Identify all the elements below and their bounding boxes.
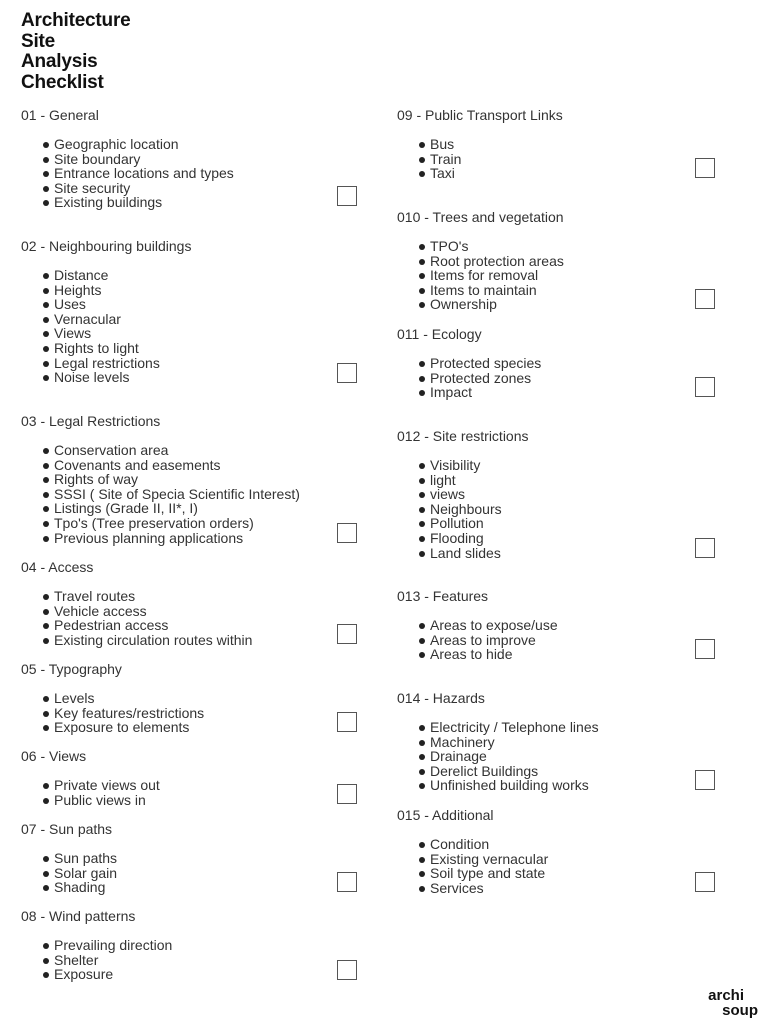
list-item: views <box>419 487 529 502</box>
title-line: Site <box>21 30 56 52</box>
list-item: Shelter <box>43 953 172 968</box>
section-item-list <box>397 239 564 312</box>
section-checkbox[interactable] <box>695 538 715 558</box>
section-heading: 010 - Trees and vegetation <box>397 209 564 225</box>
section-heading: 014 - Hazards <box>397 690 485 706</box>
section-heading: 015 - Additional <box>397 807 494 823</box>
section-item-list <box>21 938 172 982</box>
list-item: Bus <box>419 137 563 152</box>
section-checkbox[interactable] <box>337 872 357 892</box>
section-heading: 04 - Access <box>21 559 94 575</box>
list-item: Sun paths <box>43 851 117 866</box>
list-item: Previous planning applications <box>43 531 300 546</box>
list-item: Visibility <box>419 458 529 473</box>
list-item: Distance <box>43 268 191 283</box>
list-item: Items for removal <box>419 268 564 283</box>
list-item: Vernacular <box>43 312 191 327</box>
list-item: Areas to improve <box>419 633 558 648</box>
list-item: Covenants and easements <box>43 458 300 473</box>
logo-line: archi <box>708 987 744 1004</box>
list-item: light <box>419 473 529 488</box>
list-item: Root protection areas <box>419 254 564 269</box>
section-checkbox[interactable] <box>695 639 715 659</box>
section-heading: 06 - Views <box>21 748 87 764</box>
list-item: Unfinished building works <box>419 778 599 793</box>
section-checkbox[interactable] <box>337 363 357 383</box>
list-item: Areas to hide <box>419 647 558 662</box>
list-item: Views <box>43 326 191 341</box>
list-item: Train <box>419 152 563 167</box>
list-item: Heights <box>43 283 191 298</box>
archisoup-logo <box>708 988 758 1018</box>
section-checkbox[interactable] <box>337 523 357 543</box>
list-item: Public views in <box>43 793 160 808</box>
list-item: Neighbours <box>419 502 529 517</box>
list-item: Flooding <box>419 531 529 546</box>
list-item: Tpo's (Tree preservation orders) <box>43 516 300 531</box>
list-item: Key features/restrictions <box>43 706 204 721</box>
checklist-section <box>397 588 558 662</box>
list-item: Items to maintain <box>419 283 564 298</box>
list-item: Site security <box>43 181 234 196</box>
list-item: Pedestrian access <box>43 618 252 633</box>
list-item: Exposure <box>43 967 172 982</box>
list-item: Derelict Buildings <box>419 764 599 779</box>
checklist-section <box>397 326 541 400</box>
list-item: Rights to light <box>43 341 191 356</box>
page-title <box>21 11 131 93</box>
section-heading: 03 - Legal Restrictions <box>21 413 161 429</box>
section-item-list <box>21 691 204 735</box>
list-item: Taxi <box>419 166 563 181</box>
list-item: Condition <box>419 837 548 852</box>
title-line: Analysis <box>21 51 98 72</box>
section-heading: 08 - Wind patterns <box>21 908 136 924</box>
list-item: Ownership <box>419 297 564 312</box>
list-item: Electricity / Telephone lines <box>419 720 599 735</box>
list-item: Protected zones <box>419 371 541 386</box>
list-item: Existing circulation routes within <box>43 633 252 648</box>
section-checkbox[interactable] <box>337 186 357 206</box>
section-item-list <box>21 589 252 647</box>
list-item: Machinery <box>419 735 599 750</box>
section-heading: 01 - General <box>21 107 99 123</box>
list-item: Conservation area <box>43 443 300 458</box>
checklist-section <box>397 107 563 181</box>
section-checkbox[interactable] <box>695 872 715 892</box>
checklist-section <box>21 661 204 735</box>
list-item: Land slides <box>419 546 529 561</box>
list-item: Drainage <box>419 749 599 764</box>
list-item: Site boundary <box>43 152 234 167</box>
list-item: Shading <box>43 880 117 895</box>
title-line: Architecture <box>21 10 131 31</box>
section-heading: 05 - Typography <box>21 661 122 677</box>
section-item-list <box>397 618 558 662</box>
list-item: Private views out <box>43 778 160 793</box>
checklist-section <box>21 908 172 982</box>
section-item-list <box>21 851 117 895</box>
list-item: Noise levels <box>43 370 191 385</box>
checklist-section <box>21 748 160 807</box>
section-heading: 02 - Neighbouring buildings <box>21 238 192 254</box>
list-item: Vehicle access <box>43 604 252 619</box>
section-item-list <box>397 458 529 560</box>
list-item: TPO's <box>419 239 564 254</box>
section-checkbox[interactable] <box>337 960 357 980</box>
section-heading: 011 - Ecology <box>397 326 482 342</box>
list-item: Solar gain <box>43 866 117 881</box>
section-checkbox[interactable] <box>337 712 357 732</box>
section-item-list <box>397 356 541 400</box>
list-item: Listings (Grade II, II*, I) <box>43 501 300 516</box>
list-item: Protected species <box>419 356 541 371</box>
list-item: Entrance locations and types <box>43 166 234 181</box>
checklist-section <box>397 807 548 895</box>
list-item: Legal restrictions <box>43 356 191 371</box>
list-item: Pollution <box>419 516 529 531</box>
list-item: Areas to expose/use <box>419 618 558 633</box>
list-item: Existing buildings <box>43 195 234 210</box>
section-item-list <box>397 137 563 181</box>
section-item-list <box>21 137 234 210</box>
checklist-section <box>21 413 300 545</box>
section-heading: 012 - Site restrictions <box>397 428 529 444</box>
section-checkbox[interactable] <box>337 784 357 804</box>
section-item-list <box>21 268 191 385</box>
section-checkbox[interactable] <box>695 158 715 178</box>
section-item-list <box>21 443 300 545</box>
list-item: Levels <box>43 691 204 706</box>
logo-line: soup <box>722 1002 758 1019</box>
section-heading: 09 - Public Transport Links <box>397 107 563 123</box>
section-checkbox[interactable] <box>695 289 715 309</box>
list-item: Prevailing direction <box>43 938 172 953</box>
list-item: Impact <box>419 385 541 400</box>
list-item: Exposure to elements <box>43 720 204 735</box>
title-line: Checklist <box>21 71 104 93</box>
list-item: Services <box>419 881 548 896</box>
checklist-section <box>397 428 529 560</box>
section-heading: 013 - Features <box>397 588 489 604</box>
list-item: Geographic location <box>43 137 234 152</box>
section-item-list <box>397 837 548 895</box>
list-item: Uses <box>43 297 191 312</box>
checklist-section <box>21 107 234 210</box>
list-item: Soil type and state <box>419 866 548 881</box>
section-checkbox[interactable] <box>337 624 357 644</box>
list-item: Rights of way <box>43 472 300 487</box>
checklist-section <box>397 690 599 793</box>
list-item: SSSI ( Site of Specia Scientific Interest) <box>43 487 300 502</box>
checklist-section <box>21 559 252 647</box>
section-item-list <box>21 778 160 807</box>
section-checkbox[interactable] <box>695 377 715 397</box>
list-item: Existing vernacular <box>419 852 548 867</box>
checklist-section <box>21 238 191 385</box>
list-item: Travel routes <box>43 589 252 604</box>
section-item-list <box>397 720 599 793</box>
section-heading: 07 - Sun paths <box>21 821 113 837</box>
section-checkbox[interactable] <box>695 770 715 790</box>
checklist-section <box>21 821 117 895</box>
checklist-section <box>397 209 564 312</box>
